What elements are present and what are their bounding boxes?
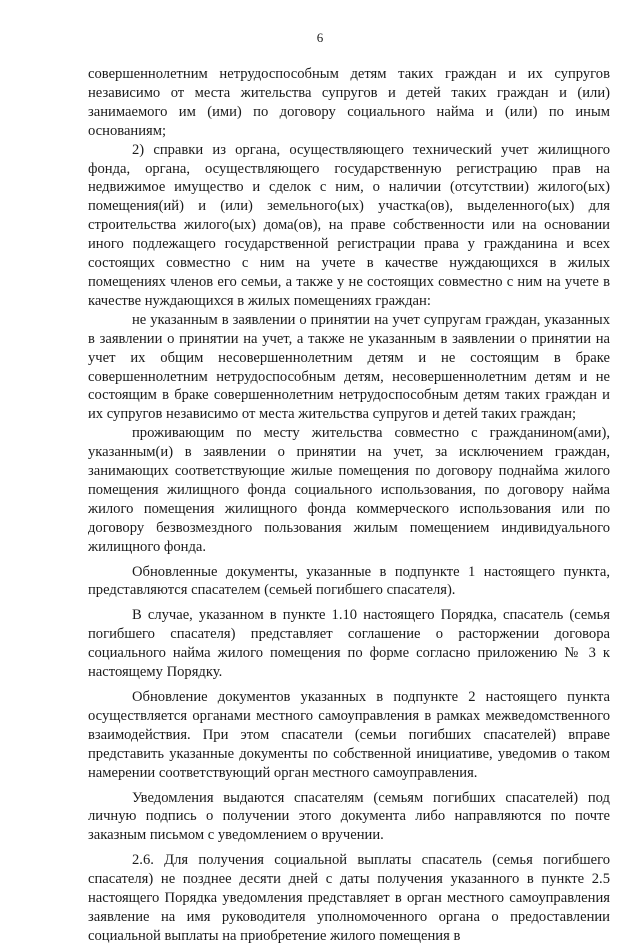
paragraph-updated-documents: Обновленные документы, указанные в подпункте 1 настоящего пункта, представляются спасателем (семьей погибшего спасателя).: [88, 563, 610, 599]
page-number: 6: [316, 30, 324, 45]
paragraph-item-2-certificates: 2) справки из органа, осуществляющего технический учет жилищного фонда, органа, осуществляющего государственную регистрацию прав на недвижимое имущество и сделок с ним, о наличии (отсутствии) жилого(ых) помещения(ий) и (или) земельного(ых) участка(ов), выделенного(ых) для строительства жилого(ых) дома(ов), на праве собственности или на основании иного подлежащего государственной регистрации права у гражданина и всех состоящих совместно с ним на учете в качестве нуждающихся в жилых помещениях членов его семьи, а также у не состоящих совместно с ним на учете в качестве нуждающихся в жилых помещениях граждан:: [88, 141, 610, 309]
paragraph-notifications: Уведомления выдаются спасателям (семьям погибших спасателей) под личную подпись о получении этого документа либо направляются по почте заказным письмом с уведомлением о вручении.: [88, 789, 610, 844]
document-body: [88, 65, 610, 946]
paragraph-spouses-children: не указанным в заявлении о принятии на учет супругам граждан, указанных в заявлении о принятии на учет, а также не указанным в заявлении о принятии на учет их общим несовершеннолетним детям и не состоящим в браке совершеннолетним нетрудоспособным детям, несовершеннолетним детям и не состоящим в браке совершеннолетним нетрудоспособным детям таких граждан и их супругов независимо от места жительства супругов и детей таких граждан;: [88, 311, 610, 423]
paragraph-2-6-application: 2.6. Для получения социальной выплаты спасатель (семья погибшего спасателя) не позднее десяти дней с даты получения указанного в пункте 2.5 настоящего Порядка уведомления представляет в орган местного самоуправления заявление на имя руководителя уполномоченного органа о предоставлении социальной выплаты на приобретение жилого помещения в: [88, 852, 610, 944]
paragraph-termination-agreement: В случае, указанном в пункте 1.10 настоящего Порядка, спасатель (семья погибшего спасателя) представляет соглашение о расторжении договора социального найма жилого помещения по форме согласно приложению № 3 к настоящему Порядку.: [88, 607, 610, 681]
paragraph-cohabitants: проживающим по месту жительства совместно с гражданином(ами), указанным(и) в заявлении о принятии на учет, за исключением граждан, занимающих соответствующие жилые помещения по договору поднайма жилого помещения жилищного фонда социального использования, по договору найма жилого помещения жилищного фонда коммерческого использования или по договору безвозмездного пользования жилым помещением индивидуального жилищного фонда.: [88, 425, 610, 555]
paragraph-continuation: совершеннолетним нетрудоспособным детям таких граждан и их супругов независимо от места жительства супругов и детей таких граждан и (или) занимаемого им (ими) по договору социального найма и (или) по иным основаниям;: [88, 66, 610, 139]
paragraph-interagency-update: Обновление документов указанных в подпункте 2 настоящего пункта осуществляется органами местного самоуправления в рамках межведомственного взаимодействия. При этом спасатели (семьи погибших спасателей) вправе представить указанные документы по собственной инициативе, уведомив о таком намерении соответствующий орган местного самоуправления.: [88, 689, 610, 781]
